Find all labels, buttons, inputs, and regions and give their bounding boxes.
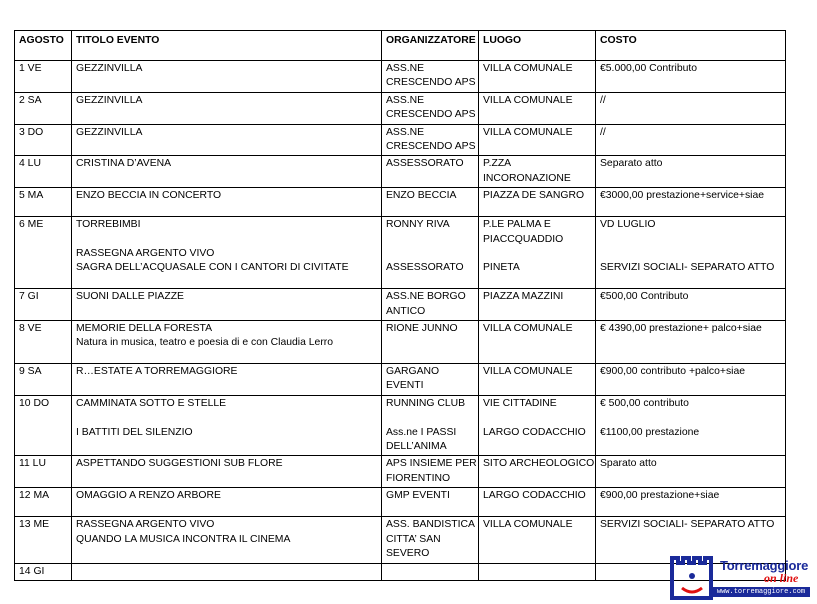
cell-place (479, 563, 596, 580)
cell-organizer (382, 456, 479, 488)
cell-organizer (382, 395, 479, 456)
cell-title-line: Natura in musica, teatro e poesia di e con Claudia Lerro (76, 337, 334, 349)
cell-day-line: 7 GI (19, 291, 39, 303)
cell-organizer-line: SEVERO (386, 548, 430, 560)
cell-organizer (382, 517, 479, 563)
cell-cost (596, 217, 786, 289)
logo-name: Torremaggiore (720, 558, 809, 573)
cell-day-line: 8 VE (19, 323, 42, 335)
cell-day-line: 13 ME (19, 519, 50, 531)
cell-organizer-line: APS INSIEME PER (386, 458, 477, 470)
cell-day-line: 12 MA (19, 490, 50, 502)
cell-cost (596, 488, 786, 517)
cell-place-line: LARGO CODACCHIO (483, 490, 586, 502)
cell-organizer-line: RUNNING CLUB (386, 397, 466, 409)
cell-title-line: SAGRA DELL’ACQUASALE CON I CANTORI DI CIVITATE (76, 262, 349, 274)
cell-organizer-line: CRESCENDO APS (386, 109, 476, 121)
cell-organizer-line (386, 247, 474, 261)
cell-cost-line (600, 247, 781, 261)
cell-place-line: LARGO CODACCHIO (483, 426, 586, 438)
castle-icon (668, 552, 718, 600)
cell-title-line: CAMMINATA SOTTO E STELLE (76, 397, 227, 409)
cell-place-line: PIAZZA DE SANGRO (483, 190, 585, 202)
cell-place-line: VILLA COMUNALE (483, 519, 573, 531)
cell-organizer-line: CRESCENDO APS (386, 141, 476, 153)
header-place: LUOGO (479, 31, 596, 61)
cell-cost (596, 364, 786, 396)
cell-title-line: ASPETTANDO SUGGESTIONI SUB FLORE (76, 458, 283, 470)
table-row (15, 488, 786, 517)
cell-day (15, 188, 72, 217)
cell-place-line: PIACCQUADDIO (483, 233, 564, 245)
cell-organizer-line: ASSESSORATO (386, 158, 464, 170)
cell-title-line: MEMORIE DELLA FORESTA (76, 323, 213, 335)
cell-cost-line: SERVIZI SOCIALI- SEPARATO ATTO (600, 519, 775, 531)
cell-day (15, 217, 72, 289)
cell-day (15, 395, 72, 456)
cell-place (479, 92, 596, 124)
cell-cost-line: // (600, 126, 606, 138)
cell-title (72, 364, 382, 396)
cell-cost (596, 61, 786, 93)
cell-place (479, 456, 596, 488)
cell-organizer-line: ASSESSORATO (386, 262, 464, 274)
table-row (15, 217, 786, 289)
cell-organizer-line: GARGANO (386, 366, 440, 378)
cell-place-line: SITO ARCHEOLOGICO (483, 458, 595, 470)
cell-place (479, 395, 596, 456)
cell-place (479, 488, 596, 517)
cell-day (15, 364, 72, 396)
cell-cost (596, 156, 786, 188)
header-cost: COSTO (596, 31, 786, 61)
cell-cost-line: Sparato atto (600, 458, 657, 470)
cell-title-line: OMAGGIO A RENZO ARBORE (76, 490, 221, 502)
cell-place-line: VILLA COMUNALE (483, 94, 573, 106)
cell-title (72, 321, 382, 364)
table-row (15, 395, 786, 456)
cell-place-line: PIAZZA MAZZINI (483, 291, 564, 303)
cell-place-line: P.LE PALMA E (483, 219, 551, 231)
cell-place-line: INCORONAZIONE (483, 172, 571, 184)
cell-day-line: 11 LU (19, 458, 46, 470)
cell-organizer-line: DELL’ANIMA (386, 441, 447, 453)
cell-title-line: SUONI DALLE PIAZZE (76, 291, 184, 303)
cell-title-line: R…ESTATE A TORREMAGGIORE (76, 366, 238, 378)
cell-place (479, 217, 596, 289)
cell-place-line (483, 565, 591, 579)
cell-day-line: 4 LU (19, 158, 41, 170)
cell-organizer-line: ANTICO (386, 305, 426, 317)
logo-url: www.torremaggiore.com (712, 587, 810, 597)
cell-cost-line: €500,00 Contributo (600, 291, 689, 303)
cell-day (15, 488, 72, 517)
cell-title-line: TORREBIMBI (76, 219, 141, 231)
cell-place (479, 517, 596, 563)
events-table (14, 30, 786, 581)
cell-cost-line: €3000,00 prestazione+service+siae (600, 190, 765, 202)
table-row (15, 456, 786, 488)
cell-day (15, 517, 72, 563)
cell-organizer-line (386, 233, 474, 247)
cell-organizer-line: CITTA’ SAN (386, 533, 441, 545)
cell-organizer (382, 488, 479, 517)
cell-organizer-line (386, 565, 474, 579)
cell-cost-line: VD LUGLIO (600, 219, 656, 231)
cell-place (479, 124, 596, 156)
cell-day-line: 14 GI (19, 565, 45, 577)
cell-day (15, 321, 72, 364)
cell-cost-line: €5.000,00 Contributo (600, 63, 698, 74)
cell-organizer (382, 217, 479, 289)
cell-title (72, 563, 382, 580)
torremaggiore-logo (668, 552, 814, 600)
cell-day-line: 9 SA (19, 366, 42, 378)
header-day: AGOSTO (15, 31, 72, 61)
cell-organizer (382, 61, 479, 93)
cell-day-line: 10 DO (19, 397, 50, 409)
cell-organizer-line: EVENTI (386, 380, 424, 392)
cell-organizer (382, 563, 479, 580)
cell-organizer-line: ASS.NE BORGO (386, 291, 466, 303)
cell-place-line (483, 247, 591, 261)
cell-place (479, 61, 596, 93)
cell-organizer (382, 321, 479, 364)
table-row (15, 321, 786, 364)
cell-organizer-line (386, 411, 474, 425)
cell-cost (596, 124, 786, 156)
cell-organizer (382, 188, 479, 217)
cell-cost-line: € 4390,00 prestazione+ palco+siae (600, 323, 762, 335)
cell-title (72, 61, 382, 93)
cell-place (479, 289, 596, 321)
cell-cost-line: // (600, 94, 606, 106)
cell-place-line: PINETA (483, 262, 520, 274)
cell-day (15, 156, 72, 188)
cell-title (72, 289, 382, 321)
cell-title (72, 124, 382, 156)
cell-day-line: 6 ME (19, 219, 44, 231)
cell-title (72, 488, 382, 517)
cell-organizer-line: ASS.NE (386, 94, 425, 106)
cell-title-line: RASSEGNA ARGENTO VIVO (76, 248, 215, 260)
cell-title-line: QUANDO LA MUSICA INCONTRA IL CINEMA (76, 533, 291, 545)
cell-day-line: 1 VE (19, 63, 42, 74)
header-row (15, 31, 786, 61)
cell-cost-line: €1100,00 prestazione (600, 426, 700, 438)
cell-organizer-line: RIONE JUNNO (386, 323, 458, 335)
cell-day (15, 456, 72, 488)
cell-title-line (76, 233, 377, 247)
logo-tagline: on line (764, 571, 799, 585)
cell-organizer (382, 92, 479, 124)
cell-cost (596, 92, 786, 124)
cell-title (72, 188, 382, 217)
cell-cost-line: €900,00 contributo +palco+siae (600, 366, 746, 378)
cell-organizer-line: Ass.ne I PASSI (386, 426, 457, 438)
cell-title (72, 517, 382, 563)
cell-day-line: 3 DO (19, 126, 44, 138)
cell-place-line: VILLA COMUNALE (483, 63, 573, 74)
cell-organizer-line: GMP EVENTI (386, 490, 450, 502)
cell-day (15, 92, 72, 124)
table-row (15, 156, 786, 188)
cell-place-line: VIE CITTADINE (483, 397, 557, 409)
table-row (15, 92, 786, 124)
table-row (15, 61, 786, 93)
cell-place (479, 156, 596, 188)
cell-organizer (382, 289, 479, 321)
cell-place (479, 364, 596, 396)
table-row (15, 188, 786, 217)
cell-organizer-line: ASS.NE (386, 126, 425, 138)
cell-place-line: P.ZZA (483, 158, 512, 170)
cell-cost-line: €900,00 prestazione+siae (600, 490, 720, 502)
cell-organizer (382, 156, 479, 188)
cell-cost (596, 456, 786, 488)
cell-organizer-line: FIORENTINO (386, 472, 451, 484)
cell-title (72, 156, 382, 188)
cell-cost (596, 395, 786, 456)
cell-cost-line: Separato atto (600, 158, 663, 170)
cell-title-line (76, 565, 377, 579)
cell-organizer-line: RONNY RIVA (386, 219, 450, 231)
cell-title-line: GEZZINVILLA (76, 63, 143, 74)
cell-organizer (382, 124, 479, 156)
cell-title (72, 456, 382, 488)
header-organizer: ORGANIZZATORE (382, 31, 479, 61)
cell-place-line: VILLA COMUNALE (483, 323, 573, 335)
cell-title-line: GEZZINVILLA (76, 94, 143, 106)
cell-day (15, 124, 72, 156)
cell-organizer-line: ENZO BECCIA (386, 190, 457, 202)
cell-day (15, 61, 72, 93)
cell-organizer-line: CRESCENDO APS (386, 77, 476, 89)
cell-place-line: VILLA COMUNALE (483, 126, 573, 138)
cell-place (479, 188, 596, 217)
cell-title-line: I BATTITI DEL SILENZIO (76, 426, 193, 438)
cell-organizer-line: ASS.NE (386, 63, 425, 74)
cell-place-line: VILLA COMUNALE (483, 366, 573, 378)
cell-day-line: 5 MA (19, 190, 44, 202)
cell-cost-line: € 500,00 contributo (600, 397, 689, 409)
table-row (15, 364, 786, 396)
cell-cost (596, 188, 786, 217)
cell-title-line: CRISTINA D’AVENA (76, 158, 172, 170)
cell-title-line (76, 411, 377, 425)
cell-cost-line (600, 233, 781, 247)
cell-cost-line (600, 411, 781, 425)
cell-cost (596, 321, 786, 364)
cell-day (15, 563, 72, 580)
header-title: TITOLO EVENTO (72, 31, 382, 61)
cell-cost (596, 289, 786, 321)
cell-title-line: RASSEGNA ARGENTO VIVO (76, 519, 215, 531)
cell-title (72, 92, 382, 124)
cell-organizer-line: ASS. BANDISTICA (386, 519, 475, 531)
cell-title (72, 217, 382, 289)
cell-title-line: GEZZINVILLA (76, 126, 143, 138)
cell-title-line: ENZO BECCIA IN CONCERTO (76, 190, 222, 202)
cell-place-line (483, 411, 591, 425)
cell-cost-line: SERVIZI SOCIALI- SEPARATO ATTO (600, 262, 775, 274)
table-row (15, 289, 786, 321)
cell-place (479, 321, 596, 364)
cell-title (72, 395, 382, 456)
cell-day (15, 289, 72, 321)
cell-day-line: 2 SA (19, 94, 42, 106)
cell-organizer (382, 364, 479, 396)
table-row (15, 124, 786, 156)
